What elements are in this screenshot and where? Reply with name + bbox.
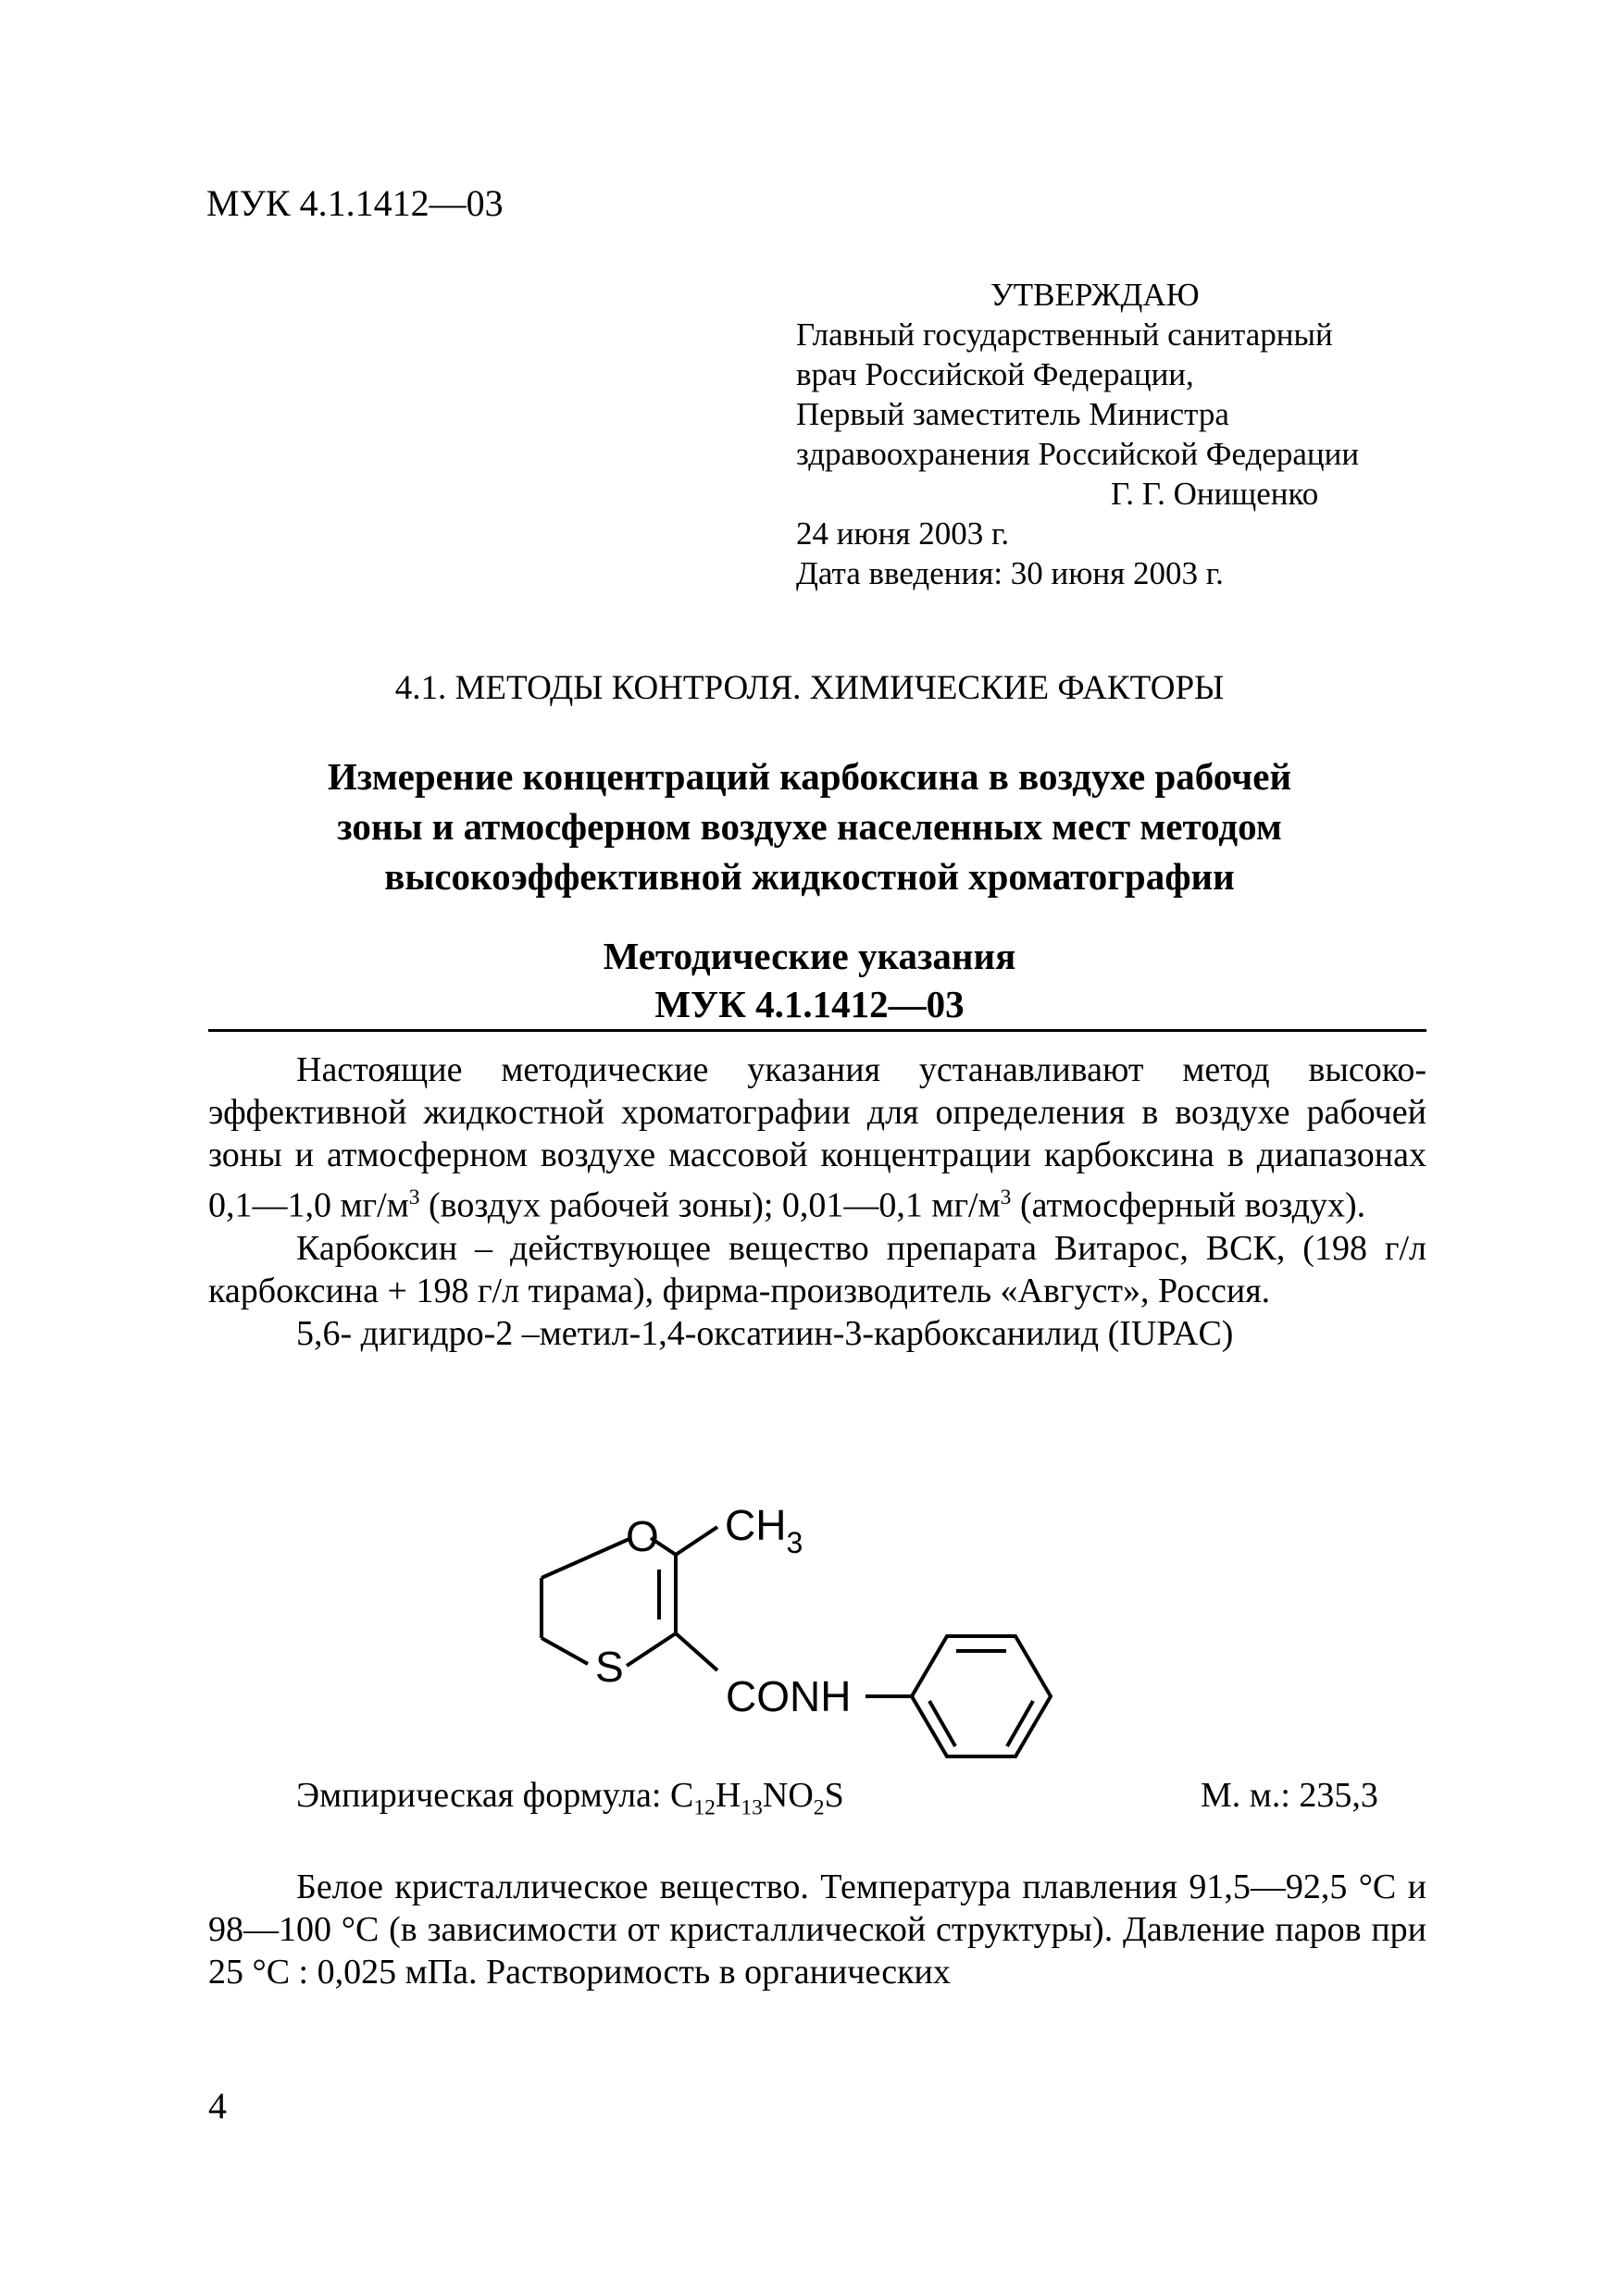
phenyl-ring — [912, 1636, 1051, 1756]
amide-bond — [676, 1633, 717, 1670]
document-subtitle — [185, 932, 1434, 1028]
molecular-mass: М. м.: 235,3 — [1201, 1776, 1378, 1815]
substance-paragraph: Карбоксин – действующее вещество препарата Витарос, ВСК, (198 г/л карбоксина + 198 г/л тирама), фирма-производитель «Август», Россия. — [208, 1228, 1426, 1310]
iupac-name: 5,6- дигидро-2 –метил-1,4-оксатиин-3-карбоксанилид (IUPAC) — [296, 1313, 1234, 1353]
effective-date: Дата введения: 30 июня 2003 г. — [796, 555, 1224, 591]
approver-name: Г. Г. Онищенко — [1111, 476, 1319, 512]
methyl-label: $CH_3$ — [725, 1501, 803, 1559]
approval-line: Главный государственный санитарный — [796, 316, 1333, 353]
document-title — [185, 751, 1434, 901]
intro-paragraph: Настоящие методические указания устанавливают метод высокоэффективной жидкостной хроматографии для определения в воздухе рабочей зоны и атмосферном воздухе массовой концентрации карбоксина в диапазонах 0,1—1,0 $мг/м^3$ (воздух рабочей зоны); 0,01—0,1 $мг/м^3$ (атмосферный воздух). — [208, 1050, 1426, 1225]
body-text-top — [208, 1049, 1426, 1355]
properties-paragraph: Белое кристаллическое вещество. Температура плавления 91,5—92,5 °С и 98—100 °С (в зависимости от кристаллической структуры). Давление паров при 25 °С : 0,025 мПа. Растворимость в органических — [208, 1868, 1426, 1992]
title-divider — [208, 1029, 1426, 1032]
title-line: зоны и атмосферном воздухе населенных мест методом — [337, 805, 1282, 848]
empirical-formula: Эмпирическая формула: $C_{12}H_{13}NO_2S$ — [296, 1776, 844, 1820]
ring-bond — [542, 1538, 631, 1578]
carboxin-structure-diagram — [514, 1481, 1106, 1758]
conh-label: CONH — [726, 1672, 852, 1720]
phenyl-double-bond — [929, 1701, 955, 1746]
body-text-bottom — [208, 1866, 1426, 1993]
ring-bond — [542, 1638, 588, 1664]
phenyl-double-bond — [1007, 1701, 1033, 1746]
subtitle-line: Методические указания — [603, 935, 1016, 977]
sulfur-label: S — [595, 1643, 624, 1691]
ring-bond — [627, 1633, 676, 1666]
page-number: 4 — [208, 2085, 227, 2127]
approval-line: Первый заместитель Министра — [796, 396, 1229, 432]
approval-heading: УТВЕРЖДАЮ — [990, 277, 1200, 313]
subtitle-line: МУК 4.1.1412—03 — [654, 983, 965, 1025]
methyl-bond — [676, 1527, 717, 1555]
section-heading: 4.1. МЕТОДЫ КОНТРОЛЯ. ХИМИЧЕСКИЕ ФАКТОРЫ — [394, 669, 1225, 707]
approval-date: 24 июня 2003 г. — [796, 515, 1010, 552]
document-code-header: МУК 4.1.1412—03 — [206, 182, 504, 224]
oxygen-label: O — [626, 1512, 659, 1560]
title-line: высокоэффективной жидкостной хроматографии — [384, 855, 1235, 898]
approval-line: здравоохранения Российской Федерации — [796, 436, 1360, 472]
title-line: Измерение концентраций карбоксина в воздухе рабочей — [327, 755, 1292, 798]
approval-block — [796, 275, 1359, 593]
approval-line: врач Российской Федерации, — [796, 356, 1194, 392]
